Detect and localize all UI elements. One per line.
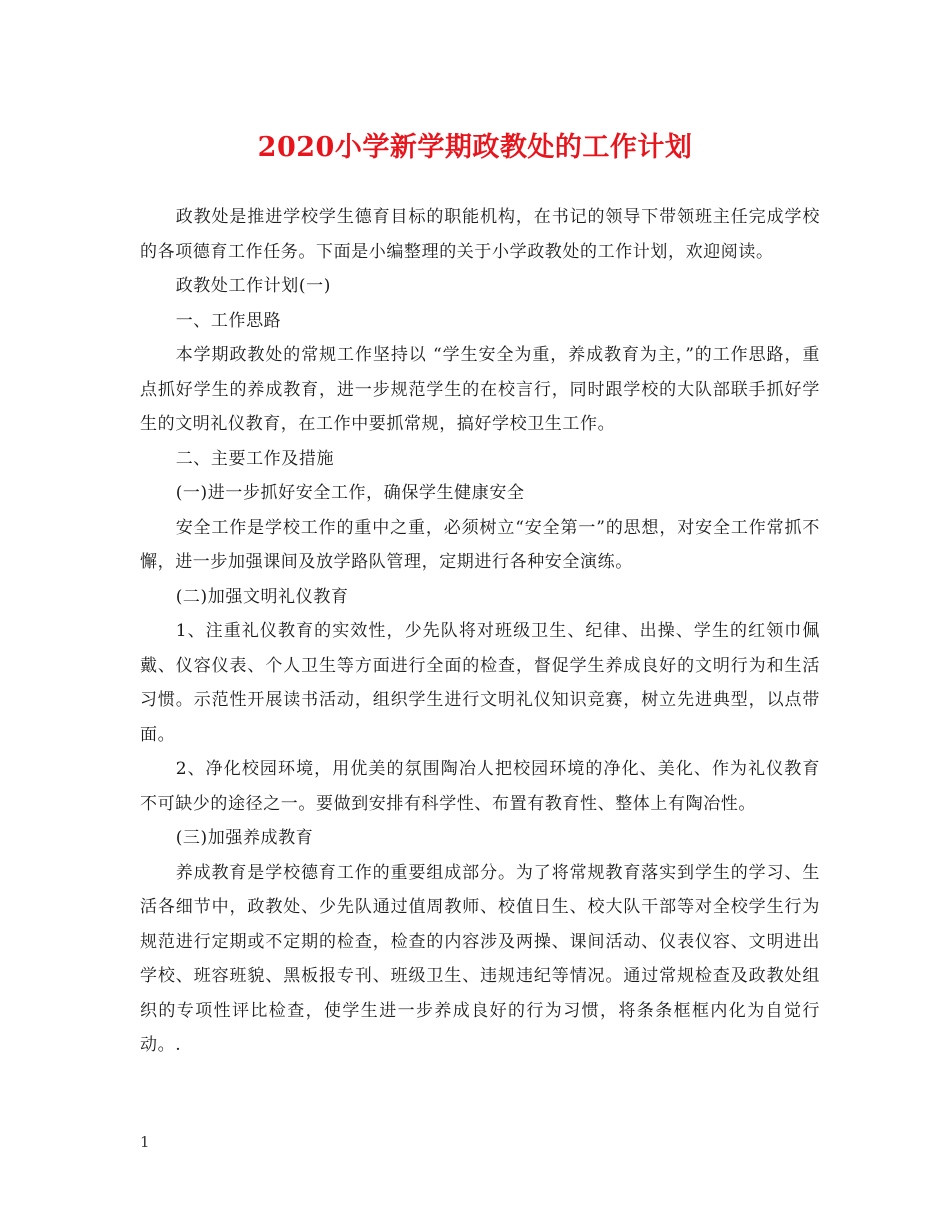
page-number: 1 <box>140 1133 150 1151</box>
paragraph-safety: 安全工作是学校工作的重中之重，必须树立“安全第一”的思想，对安全工作常抓不懈，进一步加强课间及放学路队管理，定期进行各种安全演练。 <box>140 517 820 572</box>
paragraph-etiquette-1: 1、注重礼仪教育的实效性，少先队将对班级卫生、纪律、出操、学生的红领巾佩戴、仪容仪表、个人卫生等方面进行全面的检查，督促学生养成良好的文明行为和生活习惯。示范性开展读书活动，组织学生进行文明礼仪知识竞赛，树立先进典型，以点带面。 <box>140 621 820 745</box>
paragraph-work-approach: 本学期政教处的常规工作坚持以 “学生安全为重，养成教育为主，”的工作思路，重点抓好学生的养成教育，进一步规范学生的在校言行，同时跟学校的大队部联手抓好学生的文明礼仪教育，在工作中要抓常规，搞好学校卫生工作。 <box>140 345 820 434</box>
paragraph-etiquette-2: 2、净化校园环境，用优美的氛围陶冶人把校园环境的净化、美化、作为礼仪教育不可缺少的途径之一。要做到安排有科学性、布置有教育性、整体上有陶冶性。 <box>140 759 820 814</box>
subheading-etiquette: (二)加强文明礼仪教育 <box>175 586 349 607</box>
section-heading-plan-one: 政教处工作计划(一) <box>175 276 331 296</box>
subheading-habit-education: (三)加强养成教育 <box>175 828 314 848</box>
section-heading-work-approach: 一、工作思路 <box>175 310 282 331</box>
paragraph-intro: 政教处是推进学校学生德育目标的职能机构，在书记的领导下带领班主任完成学校的各项德育工作任务。下面是小编整理的关于小学政教处的工作计划，欢迎阅读。 <box>140 207 820 262</box>
subheading-safety: (一)进一步抓好安全工作，确保学生健康安全 <box>175 483 525 503</box>
paragraph-habit-education: 养成教育是学校德育工作的重要组成部分。为了将常规教育落实到学生的学习、生活各细节中，政教处、少先队通过值周教师、校值日生、校大队干部等对全校学生行为规范进行定期或不定期的检查，检查的内容涉及两操、课间活动、仪表仪容、文明进出学校、班容班貌、黑板报专刊、班级卫生、违规违纪等情况。通过常规检查及政教处组织的专项性评比检查，使学生进一步养成良好的行为习惯，将条条框框内化为自觉行动。. <box>140 862 820 1055</box>
section-heading-main-measures: 二、主要工作及措施 <box>175 448 335 469</box>
document-body <box>140 200 820 1063</box>
page-title: 2020小学新学期政教处的工作计划 <box>257 132 693 163</box>
